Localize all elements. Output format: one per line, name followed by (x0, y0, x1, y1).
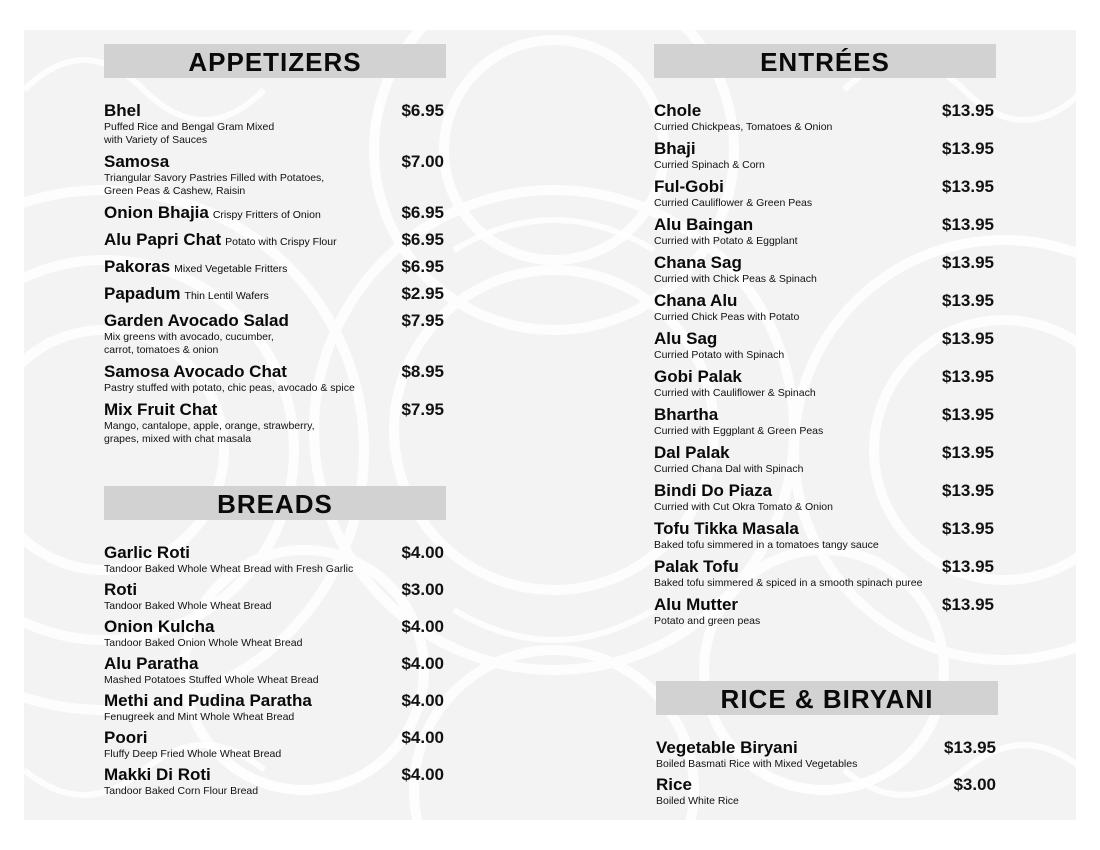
item-name: Bhartha (654, 405, 719, 424)
item-price: $4.00 (401, 654, 444, 673)
item-price: $13.95 (942, 443, 994, 462)
item-price: $13.95 (942, 291, 994, 310)
item-description: Potato and green peas (654, 615, 761, 627)
menu-item (104, 203, 446, 225)
item-description: Curried Chana Dal with Spinach (654, 463, 804, 475)
menu-item (654, 595, 996, 628)
item-name: Vegetable Biryani (656, 738, 798, 757)
item-price: $3.00 (401, 580, 444, 599)
item-description: Tandoor Baked Whole Wheat Bread with Fresh Garlic (104, 563, 354, 575)
menu-item (656, 738, 998, 771)
item-name: Makki Di Roti (104, 765, 211, 784)
item-price: $6.95 (401, 203, 444, 222)
item-price: $13.95 (942, 253, 994, 272)
menu-item (104, 765, 446, 798)
item-name: Poori (104, 728, 148, 747)
menu-item (104, 728, 446, 761)
item-price: $4.00 (401, 543, 444, 562)
item-name: Pakoras (104, 257, 171, 276)
item-name: Chana Sag (654, 253, 742, 272)
item-description: Curried with Cut Okra Tomato & Onion (654, 501, 833, 513)
menu-item (654, 253, 996, 286)
item-name: Chole (654, 101, 702, 120)
item-price: $6.95 (401, 230, 444, 249)
menu-item (104, 580, 446, 613)
item-name: Papadum (104, 284, 181, 303)
item-price: $13.95 (942, 139, 994, 158)
item-name: Palak Tofu (654, 557, 739, 576)
entrees-section (654, 44, 996, 633)
item-price: $6.95 (401, 101, 444, 120)
item-description: Tandoor Baked Whole Wheat Bread (104, 600, 272, 612)
menu-item (654, 291, 996, 324)
item-name: Onion Bhajia (104, 203, 209, 222)
item-price: $4.00 (401, 765, 444, 784)
item-name: Mix Fruit Chat (104, 400, 218, 419)
item-description: Curried Chickpeas, Tomatoes & Onion (654, 121, 833, 133)
item-price: $13.95 (942, 519, 994, 538)
item-price: $7.95 (401, 311, 444, 330)
appetizers-list (104, 101, 446, 446)
item-name: Samosa (104, 152, 170, 171)
menu-item (104, 617, 446, 650)
item-name: Alu Baingan (654, 215, 754, 234)
item-description: Tandoor Baked Onion Whole Wheat Bread (104, 637, 303, 649)
menu-item (104, 101, 446, 147)
item-description: Curried Spinach & Corn (654, 159, 765, 171)
item-description: Curried Chick Peas with Potato (654, 311, 800, 323)
item-price: $13.95 (942, 367, 994, 386)
item-name: Alu Sag (654, 329, 718, 348)
menu-item (656, 775, 998, 808)
menu-item (104, 257, 446, 279)
menu-item (654, 177, 996, 210)
item-description: Boiled Basmati Rice with Mixed Vegetables (656, 758, 858, 770)
item-name: Methi and Pudina Paratha (104, 691, 312, 710)
item-description: Curried with Cauliflower & Spinach (654, 387, 816, 399)
item-price: $13.95 (942, 329, 994, 348)
item-name: Garlic Roti (104, 543, 190, 562)
item-description: Thin Lentil Wafers (184, 290, 269, 302)
rice-biryani-header: RICE & BIRYANI (656, 681, 998, 715)
item-price: $4.00 (401, 617, 444, 636)
breads-section (104, 486, 446, 802)
menu-item (654, 519, 996, 552)
entrees-header: ENTRÉES (654, 44, 996, 78)
item-name: Alu Paratha (104, 654, 199, 673)
item-description: Pastry stuffed with potato, chic peas, avocado & spice (104, 382, 355, 394)
item-name: Alu Papri Chat (104, 230, 222, 249)
item-description: Mix greens with avocado, cucumber, carrot, tomatoes & onion (104, 331, 274, 356)
menu-item (654, 557, 996, 590)
item-name: Alu Mutter (654, 595, 739, 614)
item-name: Ful-Gobi (654, 177, 724, 196)
menu-item (654, 443, 996, 476)
menu-item (104, 284, 446, 306)
item-description: Curried Potato with Spinach (654, 349, 785, 361)
menu-item (654, 101, 996, 134)
item-price: $13.95 (942, 101, 994, 120)
item-name: Chana Alu (654, 291, 738, 310)
menu-item (104, 311, 446, 357)
menu-item (104, 230, 446, 252)
item-price: $7.95 (401, 400, 444, 419)
item-price: $13.95 (942, 177, 994, 196)
menu-item (104, 654, 446, 687)
menu-item (654, 405, 996, 438)
menu-item (104, 543, 446, 576)
item-price: $4.00 (401, 691, 444, 710)
item-name: Dal Palak (654, 443, 730, 462)
breads-header: BREADS (104, 486, 446, 520)
item-description: Triangular Savory Pastries Filled with Potatoes, Green Peas & Cashew, Raisin (104, 172, 325, 197)
item-name: Tofu Tikka Masala (654, 519, 799, 538)
menu-item (654, 481, 996, 514)
appetizers-section (104, 44, 446, 451)
entrees-list (654, 101, 996, 628)
appetizers-header: APPETIZERS (104, 44, 446, 78)
item-price: $13.95 (942, 557, 994, 576)
item-name: Bhaji (654, 139, 696, 158)
item-description: Puffed Rice and Bengal Gram Mixed with Variety of Sauces (104, 121, 275, 146)
item-description: Mango, cantalope, apple, orange, strawberry, grapes, mixed with chat masala (104, 420, 315, 445)
menu-item (654, 367, 996, 400)
menu-item (104, 400, 446, 446)
item-description: Mashed Potatoes Stuffed Whole Wheat Bread (104, 674, 319, 686)
item-description: Curried Cauliflower & Green Peas (654, 197, 813, 209)
item-description: Baked tofu simmered in a tomatoes tangy sauce (654, 539, 879, 551)
item-description: Potato with Crispy Flour (225, 236, 337, 248)
menu-item (104, 152, 446, 198)
item-price: $6.95 (401, 257, 444, 276)
item-description: Tandoor Baked Corn Flour Bread (104, 785, 259, 797)
item-description: Crispy Fritters of Onion (212, 209, 321, 221)
item-price: $7.00 (401, 152, 444, 171)
item-description: Fluffy Deep Fried Whole Wheat Bread (104, 748, 282, 760)
rice-biryani-section (656, 681, 998, 812)
item-price: $2.95 (401, 284, 444, 303)
item-price: $8.95 (401, 362, 444, 381)
item-name: Bhel (104, 101, 141, 120)
item-description: Curried with Chick Peas & Spinach (654, 273, 817, 285)
item-price: $4.00 (401, 728, 444, 747)
item-price: $13.95 (942, 215, 994, 234)
item-description: Fenugreek and Mint Whole Wheat Bread (104, 711, 295, 723)
item-name: Onion Kulcha (104, 617, 215, 636)
breads-list (104, 543, 446, 798)
item-price: $13.95 (942, 595, 994, 614)
menu-item (104, 362, 446, 395)
item-description: Mixed Vegetable Fritters (174, 263, 288, 275)
item-description: Curried with Eggplant & Green Peas (654, 425, 824, 437)
item-price: $13.95 (942, 405, 994, 424)
rice-biryani-list (656, 738, 998, 808)
item-price: $3.00 (953, 775, 996, 794)
item-name: Garden Avocado Salad (104, 311, 289, 330)
item-description: Boiled White Rice (656, 795, 739, 807)
item-name: Bindi Do Piaza (654, 481, 773, 500)
item-name: Samosa Avocado Chat (104, 362, 287, 381)
item-name: Rice (656, 775, 692, 794)
menu-item (104, 691, 446, 724)
menu-item (654, 215, 996, 248)
menu-item (654, 139, 996, 172)
item-name: Roti (104, 580, 138, 599)
item-description: Curried with Potato & Eggplant (654, 235, 798, 247)
item-price: $13.95 (944, 738, 996, 757)
item-name: Gobi Palak (654, 367, 742, 386)
item-price: $13.95 (942, 481, 994, 500)
item-description: Baked tofu simmered & spiced in a smooth spinach puree (654, 577, 923, 589)
menu-item (654, 329, 996, 362)
